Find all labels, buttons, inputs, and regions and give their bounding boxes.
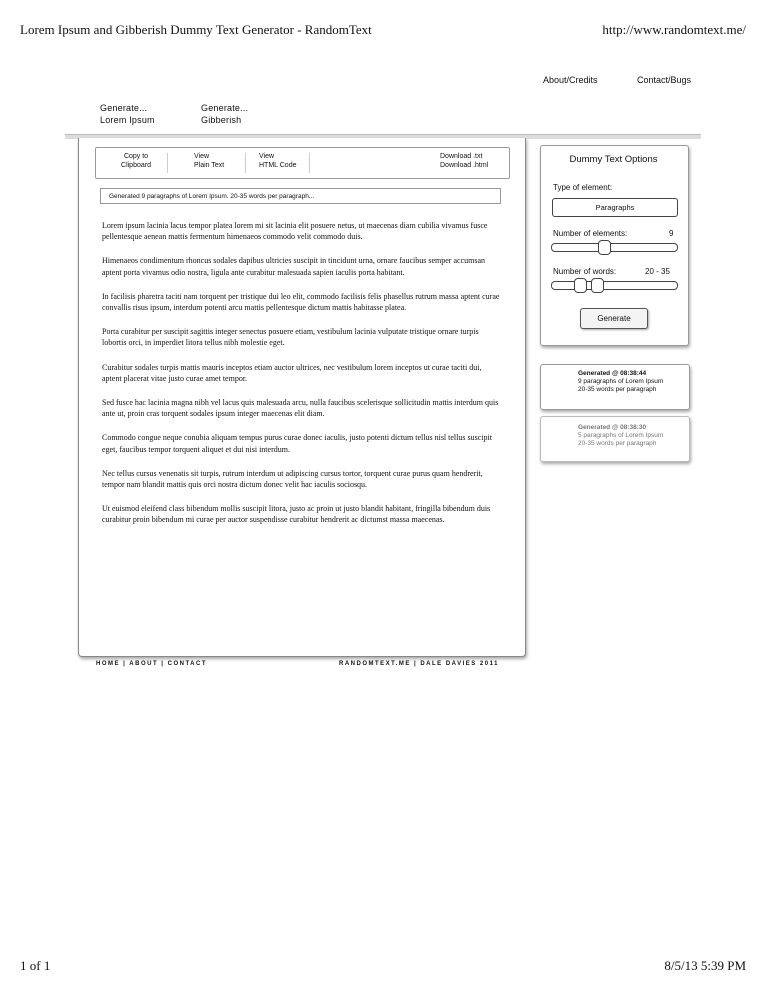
toolbar-separator [309,153,310,173]
element-type-select[interactable]: Paragraphs [552,198,678,217]
paragraph: In facilisis pharetra taciti nam torquent per tristique dui leo elit, commodo facilisis felis phasellus rutrum massa aptent curae convallis risus ipsum, interdum potenti arcu mattis pellentesque dictum mattis habitasse platea. [102,291,500,313]
mode-line1: Generate... [100,103,148,113]
plain-label-2: Plain Text [194,162,225,169]
words-count-label: Number of words: [553,267,617,276]
generate-lorem-ipsum-link[interactable] [100,102,155,126]
history-detail: 9 paragraphs of Lorem Ipsum [578,378,664,385]
mode-line2: Lorem Ipsum [100,115,155,125]
generate-gibberish-link[interactable] [201,102,248,126]
footer-nav-links[interactable]: HOME | ABOUT | CONTACT [96,661,208,667]
paragraph: Curabitur sodales turpis mattis mauris inceptos etiam auctor ultrices, nec vestibulum lorem inceptos ut curae taciti dui, aptent placerat vitae justo curae amet tempor. [102,362,482,383]
copy-clipboard-button[interactable] [118,152,154,170]
print-page-title: Lorem Ipsum and Gibberish Dummy Text Generator - RandomText [20,22,372,37]
history-detail: 20-35 words per paragraph [578,386,657,393]
history-detail: 5 paragraphs of Lorem Ipsum [578,432,664,439]
type-label: Type of element: [553,183,613,192]
options-title: Dummy Text Options [569,154,658,165]
download-buttons [440,152,502,170]
generate-button[interactable]: Generate [580,308,648,329]
slider-handle[interactable] [598,240,611,255]
view-plain-text-button[interactable] [194,152,234,170]
words-range-slider[interactable] [551,281,678,290]
history-detail: 20-35 words per paragraph [578,440,657,447]
download-html-button[interactable]: Download .html [440,162,489,169]
history-time: Generated @ 08:38:44 [578,370,647,377]
copy-label-2: Clipboard [121,162,151,169]
paragraph: Himenaeos condimentum rhoncus sodales dapibus ultricies suscipit in tincidunt urna, ornare faucibus semper accumsan aptent porta vivamus odio nostra, ligula ante curabitur malesuada sapien iaculis porta habitant. [102,256,486,277]
toolbar-separator [167,153,168,173]
history-item-text [578,370,663,394]
history-item-text [578,424,663,448]
paragraph: Lorem ipsum lacinia lacus tempor platea lorem mi sit lacinia elit posuere netus, ut maecenas diam cubilia vivamus fusce pellentesque aenean mattis fermentum himenaeos commodo velit commodo duis. [102,221,488,242]
footer-credit: RANDOMTEXT.ME | DALE DAVIES 2011 [339,661,499,667]
contact-bugs-link[interactable]: Contact/Bugs [637,75,692,85]
print-page-url: http://www.randomtext.me/ [602,22,746,37]
copy-label-1: Copy to [123,153,149,160]
download-txt-button[interactable]: Download .txt [440,153,483,160]
elements-count-value: 9 [669,229,674,238]
print-page-number: 1 of 1 [20,958,51,973]
paragraph: Nec tellus cursus venenatis sit turpis, rutrum interdum ut adipiscing cursus tortor, torquent curae purus quam hendrerit, tempor nam blandit mattis quis orci nostra dictum donec velit hac iaculis sociosqu. [102,468,483,490]
paragraph: Ut euismod eleifend class bibendum mollis suscipit litora, justo ac proin ut justo blandit habitant, fringilla bibendum duis curabitur proin bibendum mi curae per auctor suspendisse curabitur hendrerit ac dictumst massa maecenas. [102,504,491,525]
html-label-1: View [259,153,275,160]
about-credits-link[interactable]: About/Credits [543,75,598,85]
generation-status: Generated 9 paragraphs of Lorem Ipsum. 20-35 words per paragraph... [100,188,501,204]
print-datetime: 8/5/13 5:39 PM [664,958,746,973]
plain-label-1: View [194,153,210,160]
elements-count-label: Number of elements: [553,229,628,238]
slider-handle-low[interactable] [574,278,587,293]
slider-handle-high[interactable] [591,278,604,293]
paragraph: Commodo congue neque conubia aliquam tempus purus curae donec iaculis, justo potenti dictum tellus nisl tellus suscipit eget, faucibus tempor torquent aliquet et dui nisi interdum. [102,433,492,454]
toolbar-separator [245,153,246,173]
history-time: Generated @ 08:38:30 [578,424,647,431]
mode-line2: Gibberish [201,115,242,125]
words-count-value: 20 - 35 [645,267,670,276]
elements-count-slider[interactable] [551,243,678,252]
paragraph: Sed fusce hac lacinia magna nibh vel lacus quis malesuada arcu, nulla faucibus scelerisque sollicitudin mattis interdum quis ante ut, proin cras torquent sodales ipsum integer maecenas elit diam. [102,398,499,419]
mode-line1: Generate... [201,103,249,113]
html-label-2: HTML Code [259,162,297,169]
paragraph: Porta curabitur per suscipit sagittis integer senectus posuere etiam, vestibulum lacinia vulputate tristique ornare turpis lobortis orci, in imperdiet litora tellus nibh molestie eget. [102,327,479,348]
generated-text [102,220,502,539]
view-html-code-button[interactable] [259,152,303,170]
